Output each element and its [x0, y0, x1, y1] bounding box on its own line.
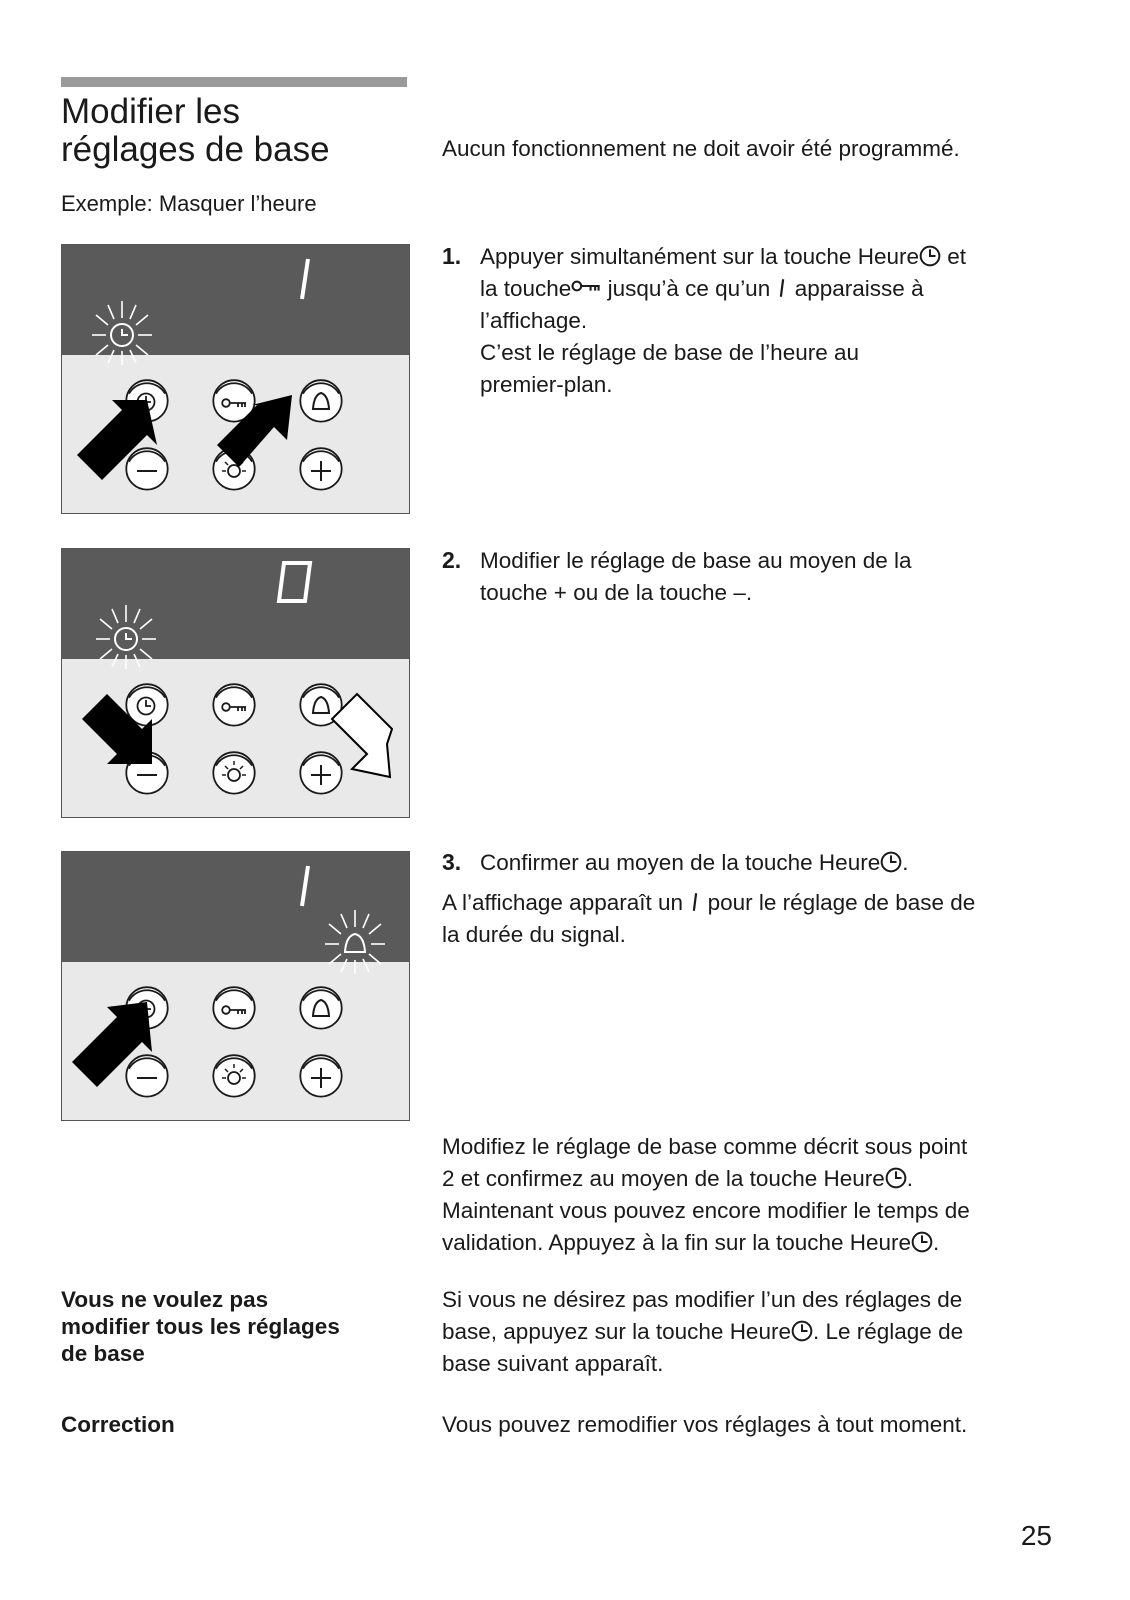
correction-text: Vous pouvez remodifier vos réglages à tout moment. [442, 1412, 968, 1437]
clock-button[interactable] [126, 684, 167, 725]
correction-heading: Correction [61, 1412, 175, 1437]
light-button[interactable] [213, 752, 254, 793]
control-panel-step1 [61, 244, 410, 514]
bell-button[interactable] [300, 987, 341, 1028]
not-all-heading: Vous ne voulez pas modifier tous les réglages de base [61, 1287, 340, 1366]
control-panel-step2 [61, 548, 410, 818]
step-1: 1. Appuyer simultanément sur la touche Heure et la touche jusqu’à ce qu’un apparaisse à l’affichage. C’est le réglage de base de l’heure au premier-plan. [442, 243, 967, 397]
clock-icon [791, 1320, 813, 1342]
not-all-text: Si vous ne désirez pas modifier l’un des réglages de base, appuyez sur la touche Heure . Le réglage de base suivant apparaît. [442, 1287, 964, 1376]
step-2: 2. Modifier le réglage de base au moyen de la touche + ou de la touche –. [442, 547, 912, 605]
clock-icon [911, 1231, 933, 1253]
page-title: Modifier les réglages de base [61, 92, 330, 169]
digit-1-icon [689, 891, 701, 913]
page-number: 25 [1020, 1520, 1052, 1551]
clock-icon [885, 1167, 907, 1189]
plus-button[interactable] [300, 752, 341, 793]
modify-note: Modifiez le réglage de base comme décrit sous point 2 et confirmez au moyen de la touche Heure . Maintenant vous pouvez encore modifier le temps de validation. Appuyez à la fin sur la touche Heure . [442, 1134, 970, 1255]
minus-button[interactable] [126, 448, 167, 489]
digit-1-icon [776, 277, 788, 299]
clock-icon [919, 245, 941, 267]
plus-button[interactable] [300, 1055, 341, 1096]
example-caption: Exemple: Masquer l’heure [61, 191, 317, 216]
clock-icon [880, 851, 902, 873]
control-panel-step3 [61, 851, 410, 1121]
section-rule [61, 77, 407, 87]
intro-text: Aucun fonctionnement ne doit avoir été programmé. [442, 136, 960, 161]
minus-button[interactable] [126, 1055, 167, 1096]
step-3: 3. Confirmer au moyen de la touche Heure . A l’affichage apparaît un pour le réglage de base de la durée du signal. [442, 849, 976, 947]
key-icon [571, 278, 601, 294]
plus-button[interactable] [300, 448, 341, 489]
key-button[interactable] [213, 987, 254, 1028]
bell-button[interactable] [300, 380, 341, 421]
key-button[interactable] [213, 684, 254, 725]
light-button[interactable] [213, 1055, 254, 1096]
